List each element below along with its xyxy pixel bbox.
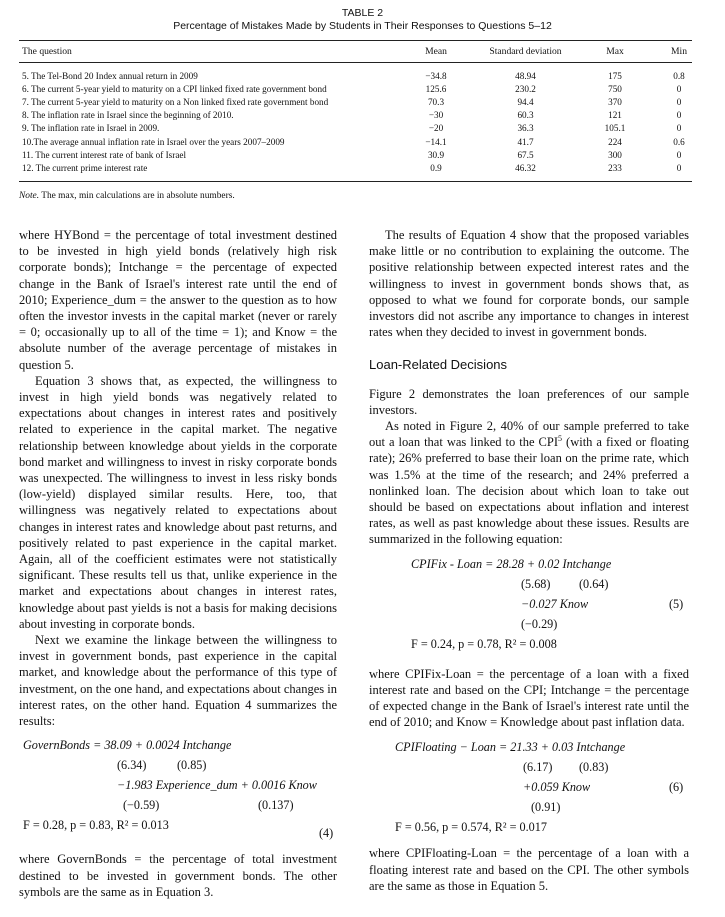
paragraph: where CPIFloating-Loan = the percentage of a loan with a floating interest rate and based on the CPI. The other symbols are the same as those in Equation 5. bbox=[369, 846, 689, 893]
cell-mean: −30 bbox=[428, 110, 444, 120]
cell-question: 10.The average annual inflation rate in Israel over the years 2007–2009 bbox=[22, 137, 285, 147]
table-row bbox=[0, 163, 725, 175]
cell-sd: 60.3 bbox=[517, 110, 534, 120]
cell-min: 0.8 bbox=[673, 71, 685, 81]
table-bottom-rule bbox=[19, 181, 692, 182]
table-header-rule bbox=[19, 62, 692, 63]
cell-question: 8. The inflation rate in Israel since the beginning of 2010. bbox=[22, 110, 234, 120]
equation-se: (0.83) bbox=[579, 760, 609, 775]
table-row bbox=[0, 150, 725, 162]
section-heading: Loan-Related Decisions bbox=[369, 357, 508, 373]
table-row bbox=[0, 84, 725, 96]
equation-6 bbox=[369, 739, 689, 845]
equation-line: +0.059 Know bbox=[523, 780, 591, 795]
table-title: Percentage of Mistakes Made by Students in Their Responses to Questions 5–12 bbox=[173, 20, 552, 32]
equation-line: −1.983 Experience_dum + 0.0016 Know bbox=[117, 778, 317, 793]
cell-mean: 0.9 bbox=[430, 163, 442, 173]
equation-se: (−0.59) bbox=[123, 798, 160, 813]
paragraph: where HYBond = the percentage of total investment destined to be invested in high yield bonds (relatively high risk corporate bonds); Intchange = the percentage of expected change in the Bank of Israel's interest rate until the end of 2010; Experience_dum = the answer to the question as to how often the investor invests in the capital market (never or rarely = 0; occasionally up to all of the time = 1); and Know = the absolute number of the average percentage of mistakes in question 5. bbox=[19, 228, 337, 372]
equation-number: (6) bbox=[669, 780, 684, 795]
equation-stats: F = 0.28, p = 0.83, R² = 0.013 bbox=[23, 818, 169, 833]
cell-question: 6. The current 5-year yield to maturity on a CPI linked fixed rate government bond bbox=[22, 84, 327, 94]
equation-number: (4) bbox=[319, 826, 334, 841]
header-min: Min bbox=[671, 46, 687, 57]
cell-mean: −14.1 bbox=[425, 137, 447, 147]
cell-sd: 46.32 bbox=[515, 163, 536, 173]
equation-se: (0.137) bbox=[258, 798, 294, 813]
table-row bbox=[0, 71, 725, 83]
equation-stats: F = 0.56, p = 0.574, R² = 0.017 bbox=[395, 820, 547, 835]
equation-se: (0.91) bbox=[531, 800, 561, 815]
cell-sd: 94.4 bbox=[517, 97, 534, 107]
equation-line: GovernBonds = 38.09 + 0.0024 Intchange bbox=[23, 738, 232, 753]
equation-line: CPIFloating − Loan = 21.33 + 0.03 Intchange bbox=[395, 740, 626, 755]
table-note-label: Note. bbox=[19, 191, 40, 201]
cell-mean: 70.3 bbox=[427, 97, 445, 107]
cell-sd: 67.5 bbox=[517, 150, 534, 160]
equation-5 bbox=[369, 556, 689, 666]
footnote-marker: 5 bbox=[558, 434, 563, 444]
paragraph: Next we examine the linkage between the willingness to invest in government bonds, past experience in the capital market, and knowledge about the performance of this type of investment, on the one hand, and expectations about changes in interest rates, on the other hand. Equation 4 summarizes the results: bbox=[19, 633, 337, 729]
table-row bbox=[0, 137, 725, 149]
table-note-text: The max, min calculations are in absolute numbers. bbox=[41, 191, 235, 201]
header-sd: Standard deviation bbox=[489, 46, 562, 57]
paragraph-text: As noted in Figure 2, 40% of our sample preferred to take out a loan that was linked to the CPI bbox=[369, 419, 689, 450]
cell-max: 370 bbox=[608, 97, 622, 107]
table-top-rule bbox=[19, 40, 692, 41]
table-row bbox=[0, 123, 725, 135]
table-row bbox=[0, 110, 725, 122]
cell-min: 0 bbox=[676, 150, 682, 160]
equation-se: (0.64) bbox=[579, 576, 609, 591]
cell-sd: 41.7 bbox=[517, 137, 534, 147]
equation-line: CPIFix - Loan = 28.28 + 0.02 Intchange bbox=[411, 556, 612, 571]
cell-sd: 230.2 bbox=[515, 84, 536, 94]
cell-mean: 30.9 bbox=[427, 150, 445, 160]
left-column bbox=[19, 227, 337, 900]
cell-max: 224 bbox=[608, 137, 622, 147]
cell-max: 121 bbox=[608, 110, 622, 120]
cell-min: 0 bbox=[676, 123, 682, 133]
cell-min: 0 bbox=[676, 97, 682, 107]
cell-mean: −20 bbox=[428, 123, 444, 133]
header-question: The question bbox=[22, 46, 72, 57]
paragraph: Equation 3 shows that, as expected, the willingness to invest in high yield bonds was negatively related to expectations about changes in interest rates and positively related to experience in the capital market. The negative relationship between knowledge about yields in the corporate bond market and willingness to invest in risky corporate bonds was unexpected. The willingness to invest in less risky bonds (low-yield) displayed similar results. Here, too, that willingness was negatively related to expectations about changes in interest rates and knowledge about past returns, and positively related to past experience in the capital market. Again, all of the coefficient estimates were not statistically significant. These results tell us that, unlike experience in the market and expectations about changes in interest rates, knowledge about past yields is not a basis for making decisions about investing in corporate bonds. bbox=[19, 373, 337, 631]
equation-4 bbox=[19, 737, 337, 851]
paragraph bbox=[369, 418, 689, 548]
cell-min: 0 bbox=[676, 110, 682, 120]
paragraph: Figure 2 demonstrates the loan preferences of our sample investors. bbox=[369, 386, 689, 417]
cell-max: 300 bbox=[608, 150, 622, 160]
paragraph: where GovernBonds = the percentage of total investment destined to be invested in government bonds. The other symbols are the same as in Equation 3. bbox=[19, 852, 337, 899]
equation-se: (−0.29) bbox=[521, 616, 558, 631]
cell-max: 233 bbox=[608, 163, 622, 173]
cell-min: 0 bbox=[676, 163, 682, 173]
header-max: Max bbox=[606, 46, 624, 57]
equation-se: (6.34) bbox=[117, 758, 147, 773]
cell-min: 0 bbox=[676, 84, 682, 94]
cell-question: 11. The current interest rate of bank of Israel bbox=[22, 150, 187, 160]
cell-min: 0.6 bbox=[673, 137, 685, 147]
cell-max: 105.1 bbox=[604, 123, 626, 133]
table-row bbox=[0, 97, 725, 109]
table-caption bbox=[0, 7, 725, 33]
cell-question: 7. The current 5-year yield to maturity on a Non linked fixed rate government bond bbox=[22, 97, 329, 107]
equation-se: (5.68) bbox=[521, 576, 551, 591]
right-column bbox=[369, 227, 689, 894]
equation-line: −0.027 Know bbox=[521, 596, 589, 611]
cell-question: 9. The inflation rate in Israel in 2009. bbox=[22, 123, 160, 133]
paragraph: where CPIFix-Loan = the percentage of a loan with a fixed interest rate and based on the CPI; Intchange = the percentage of expected change in the Bank of Israel's interest rate until the end of 2010; and Know = Knowledge about past inflation data. bbox=[369, 666, 689, 730]
cell-mean: −34.8 bbox=[425, 71, 447, 81]
equation-number: (5) bbox=[669, 596, 684, 611]
cell-max: 175 bbox=[608, 71, 622, 81]
cell-mean: 125.6 bbox=[425, 84, 447, 94]
cell-sd: 48.94 bbox=[515, 71, 536, 81]
equation-se: (0.85) bbox=[177, 758, 207, 773]
paragraph-text: (with a fixed or floating rate); 26% preferred to base their loan on the prime rate, which was 1.5% at the time of the research; and 24% preferred a nonlinked loan. The decision about which loan to take out should be based on expectations about inflation and interest rates, as well as past knowledge about these issues. Results are summarized in the following equation: bbox=[369, 435, 689, 547]
paragraph: The results of Equation 4 show that the proposed variables make little or no contribution to explaining the outcome. The positive relationship between expected interest rates and the willingness to invest in government bonds shows that, as opposed to what we found for corporate bonds, our sample investors did not ascribe any importance to changes in interest rates when they decided to invest in government bonds. bbox=[369, 228, 689, 340]
cell-question: 12. The current prime interest rate bbox=[22, 163, 148, 173]
header-mean: Mean bbox=[425, 46, 447, 57]
cell-question: 5. The Tel-Bond 20 Index annual return in 2009 bbox=[22, 71, 198, 81]
table-label: TABLE 2 bbox=[341, 7, 384, 19]
cell-sd: 36.3 bbox=[517, 123, 534, 133]
equation-se: (6.17) bbox=[523, 760, 553, 775]
equation-stats: F = 0.24, p = 0.78, R² = 0.008 bbox=[411, 636, 557, 651]
table-note bbox=[19, 191, 235, 201]
cell-max: 750 bbox=[608, 84, 622, 94]
